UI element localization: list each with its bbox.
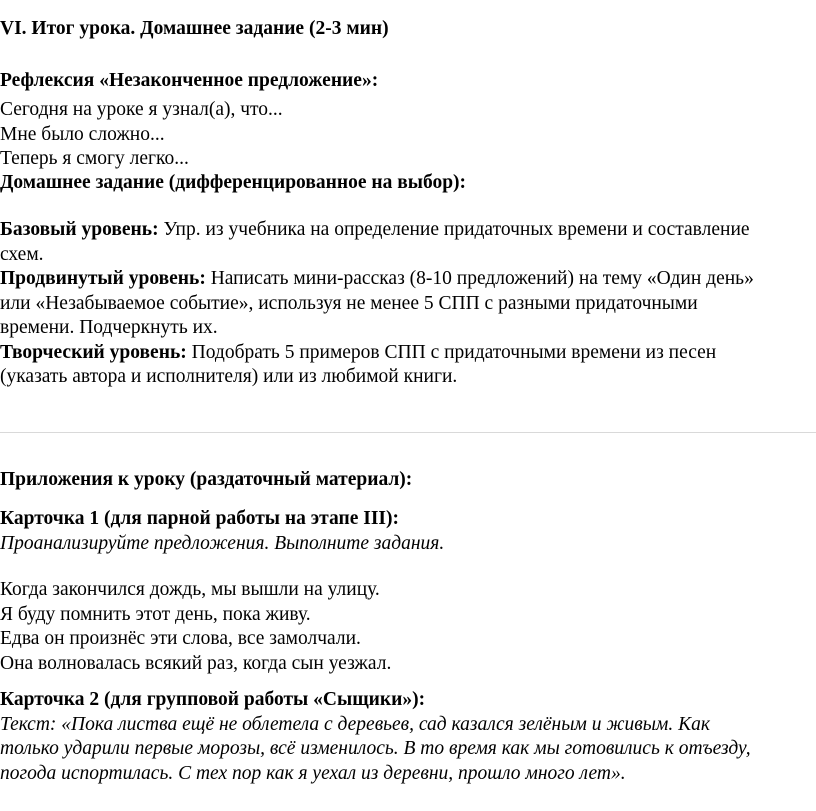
homework-levels xyxy=(0,218,814,390)
card2-text-line-2: только ударили первые морозы, всё изменилось. В то время как мы готовились к отъезду, xyxy=(0,738,751,759)
reflection-heading: Рефлексия «Незаконченное предложение»: xyxy=(0,70,379,91)
summary-heading xyxy=(0,17,814,42)
reflection-line-2: Мне было сложно... xyxy=(0,123,165,145)
homework-creative-text-1: Подобрать 5 примеров СПП с придаточными времени из песен xyxy=(186,341,717,363)
card1-sentence-4: Она волновалась всякий раз, когда сын уезжал. xyxy=(0,652,392,674)
reflection-section xyxy=(0,69,814,94)
homework-heading-block xyxy=(0,171,814,196)
reflection-lines xyxy=(0,98,814,172)
homework-basic-label: Базовый уровень: xyxy=(0,219,159,240)
card1-sentence-3: Едва он произнёс эти слова, все замолчали. xyxy=(0,628,361,649)
summary-heading-text: VI. Итог урока. Домашнее задание (2-3 мин) xyxy=(0,18,389,39)
homework-basic-line-1 xyxy=(0,218,814,243)
homework-creative-line-1 xyxy=(0,341,814,366)
card1-sentences xyxy=(0,578,814,676)
card2-section xyxy=(0,688,814,786)
section-divider xyxy=(0,432,816,433)
reflection-line-3: Теперь я смогу легко... xyxy=(0,148,189,169)
appendix-heading-block xyxy=(0,468,814,493)
homework-advanced-text-2: или «Незабываемое событие», используя не менее 5 СПП с разными придаточными xyxy=(0,292,698,314)
homework-creative-label: Творческий уровень: xyxy=(0,341,187,363)
homework-advanced-label: Продвинутый уровень: xyxy=(0,268,206,289)
homework-basic-text-2: схем. xyxy=(0,243,44,265)
appendix-heading: Приложения к уроку (раздаточный материал): xyxy=(0,469,413,490)
homework-creative-text-2: (указать автора и исполнителя) или из любимой книги. xyxy=(0,366,458,387)
homework-advanced-text-1: Написать мини-рассказ (8-10 предложений) на тему «Один день» xyxy=(205,268,754,289)
card2-heading: Карточка 2 (для групповой работы «Сыщики»): xyxy=(0,689,426,710)
homework-heading: Домашнее задание (дифференцированное на выбор): xyxy=(0,172,467,193)
card2-text-line-3: погода испортилась. С тех пор как я уехал из деревни, прошло много лет». xyxy=(0,762,626,784)
card1-section xyxy=(0,507,814,556)
homework-advanced-line-1 xyxy=(0,267,814,292)
card1-sentence-1: Когда закончился дождь, мы вышли на улицу. xyxy=(0,579,380,600)
card1-heading: Карточка 1 (для парной работы на этапе III): xyxy=(0,508,399,529)
homework-advanced-text-3: времени. Подчеркнуть их. xyxy=(0,317,218,338)
homework-basic-text-1: Упр. из учебника на определение придаточных времени и составление xyxy=(158,219,750,240)
reflection-line-1: Сегодня на уроке я узнал(а), что... xyxy=(0,99,283,120)
card1-sentence-2: Я буду помнить этот день, пока живу. xyxy=(0,603,311,625)
card2-text-line-1: Текст: «Пока листва ещё не облетела с деревьев, сад казался зелёным и живым. Как xyxy=(0,713,710,735)
card1-instruction: Проанализируйте предложения. Выполните задания. xyxy=(0,532,445,554)
